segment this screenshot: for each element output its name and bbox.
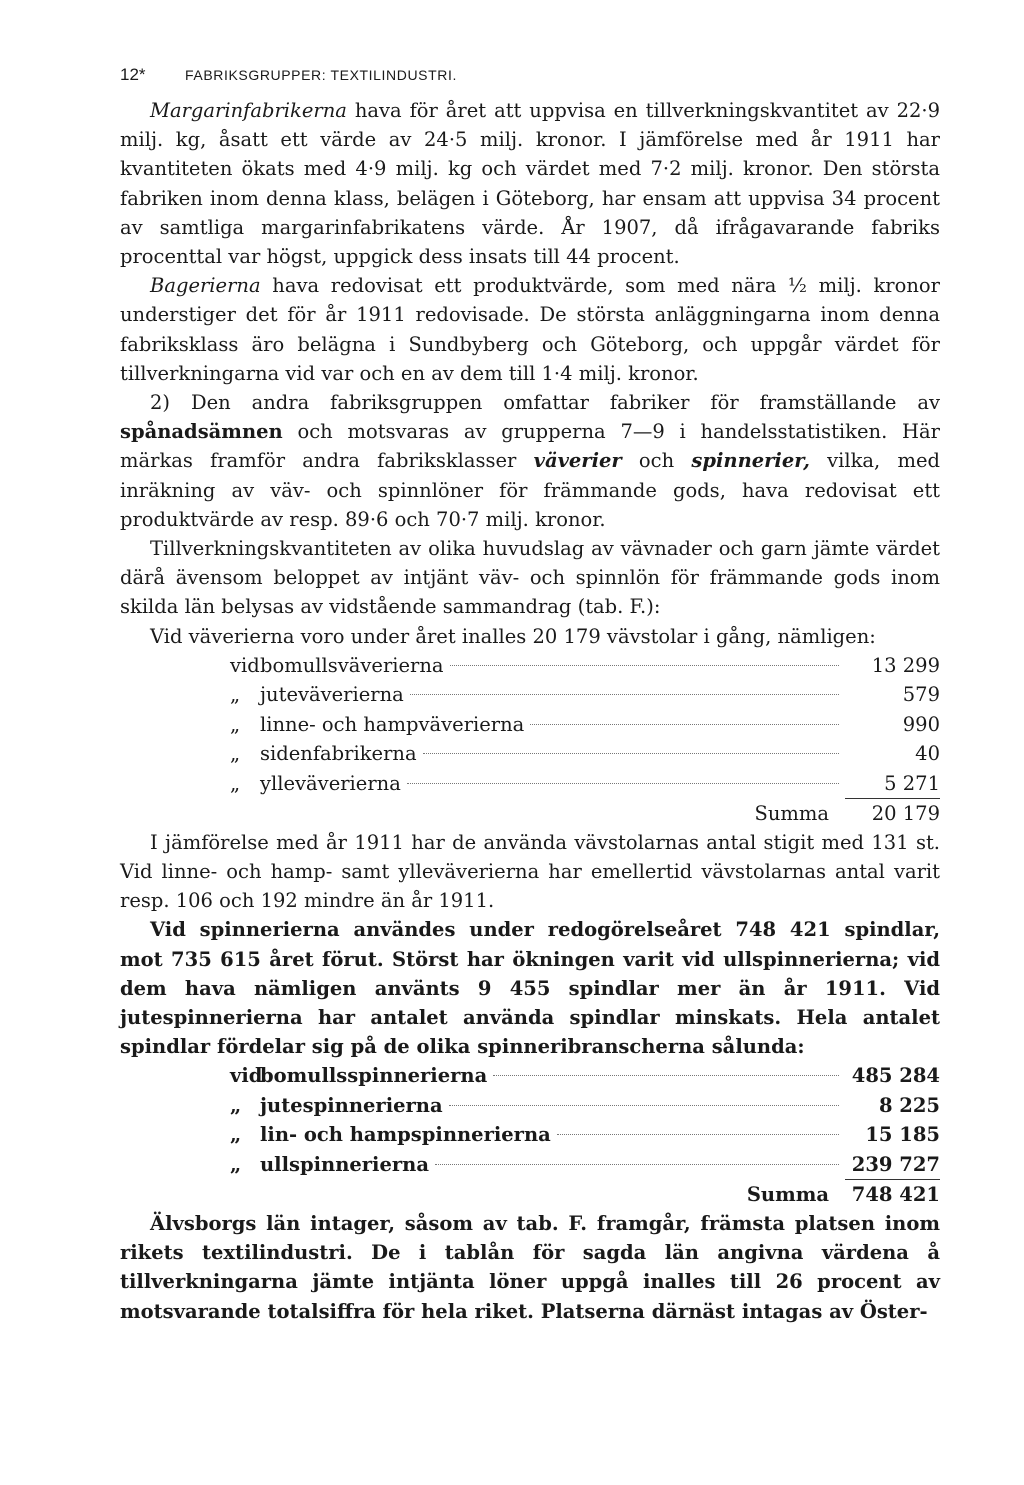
row-value: 990 — [902, 712, 940, 736]
text-segment: och motsvaras av grupperna 7—9 i handelsstatistiken. Här märkas framför andra fabriksklasser — [120, 420, 940, 473]
row-value: 13 299 — [871, 653, 940, 677]
looms-table — [120, 651, 940, 828]
paragraph-margarin — [120, 96, 940, 271]
row-value: 5 271 — [884, 771, 940, 795]
row-label: lin- och hampspinnerierna — [260, 1123, 551, 1147]
text-segment: vilka, med inräkning av väv- och spinnlöner för främmande gods, hava redovisat ett produktvärde av resp. 89·6 och 70·7 milj. kronor. — [120, 449, 940, 531]
row-prefix: „ — [230, 712, 241, 736]
total-label: Summa — [754, 802, 829, 826]
row-value: 579 — [902, 683, 940, 707]
leader-dots — [450, 665, 839, 666]
row-value: 40 — [915, 742, 940, 766]
table-total-row — [120, 1179, 940, 1209]
document-page — [120, 60, 940, 1326]
leader-dots — [435, 1164, 839, 1165]
leader-dots — [449, 1105, 839, 1106]
table-row — [120, 710, 940, 740]
row-prefix: vid — [230, 653, 260, 677]
leader-dots — [407, 783, 839, 784]
table-row — [120, 651, 940, 681]
paragraph-bagerier — [120, 271, 940, 388]
table-row — [120, 739, 940, 769]
page-header — [120, 60, 940, 96]
table-row — [120, 1120, 940, 1150]
row-label: bomullsspinnerierna — [260, 1064, 488, 1088]
total-label: Summa — [746, 1183, 829, 1207]
row-label: linne- och hampväverierna — [260, 712, 525, 736]
paragraph-alvsborg: Älvsborgs län intager, såsom av tab. F. framgår, främsta platsen inom rikets textilindustri. De i tablån för sagda län angivna värdena å tillverkningarna jämte intjänta löner uppgå inalles till 26 procent av motsvarande totalsiffra för hela riket. Platserna därnäst intagas av Öster- — [120, 1211, 940, 1323]
row-value: 239 727 — [851, 1152, 940, 1176]
term-vaverier: väverier — [533, 449, 622, 473]
row-prefix: „ — [230, 1152, 242, 1176]
row-prefix: „ — [230, 771, 241, 795]
leader-dots — [410, 694, 839, 695]
total-value: 20 179 — [845, 798, 940, 828]
paragraph-margarin-text: hava för året att uppvisa en tillverkningskvantitet av 22·9 milj. kg, åsatt ett värde av 24·5 milj. kronor. I jämförelse med år 1911 har kvantiteten ökats med 4·9 milj. kg och värdet med 7·2 milj. kronor. Den största fabriken inom denna klass, belägen i Göteborg, har ensam att uppvisa 34 procent av samtliga margarinfabrikatens värde. År 1907, då ifrågavarande fabriks procenttal var högst, uppgick dess insats till 44 procent. — [120, 99, 940, 269]
row-value: 8 225 — [878, 1093, 940, 1117]
row-value: 485 284 — [851, 1064, 940, 1088]
text-segment: 2) Den andra fabriksgruppen omfattar fabriker för framställande av — [150, 391, 940, 415]
leader-dots — [493, 1075, 839, 1076]
paragraph-spinnerier: Vid spinnerierna användes under redogörelseåret 748 421 spindlar, mot 735 615 året förut. Störst har ökningen varit vid ullspinnerierna; vid dem hava nämligen använts 9 455 spindlar mer än år 1911. Vid jutespinnerierna har antalet använda spindlar minskats. Hela antalet spindlar fördelar sig på de olika spinneribranscherna sålunda: — [120, 918, 940, 1059]
row-label: juteväverierna — [260, 683, 404, 707]
term-spanadsamnen: spånadsämnen — [120, 420, 283, 444]
running-title: FABRIKSGRUPPER: TEXTILINDUSTRI. — [185, 67, 457, 83]
row-prefix: „ — [230, 1123, 242, 1147]
paragraph-bagerier-text: hava redovisat ett produktvärde, som med nära ½ milj. kronor understiger det för år 1911 redovisade. De största anläggningarna inom denna fabriksklass äro belägna i Sundbyberg och Göteborg, och uppgår värdet för tillverkningarna vid var och en av dem till 1·4 milj. kronor. — [120, 274, 940, 385]
paragraph-jamforelse: I jämförelse med år 1911 har de använda vävstolarnas antal stigit med 131 st. Vid linne- och hamp- samt ylleväverierna har emellertid vävstolarnas antal varit resp. 106 och 192 mindre än år 1911. — [120, 830, 940, 913]
table-total-row — [120, 798, 940, 828]
row-prefix: vid — [230, 1064, 263, 1088]
paragraph-tillverkning: Tillverkningskvantiteten av olika huvudslag av vävnader och garn jämte värdet därå ävensom beloppet av intjänt väv- och spinnlön för främmande gods inom skilda län belysas av vidstående sammandrag (tab. F.): — [120, 537, 940, 619]
lead-margarinfabrikerna: Margarinfabrikerna — [150, 99, 347, 122]
table-row — [120, 1150, 940, 1180]
total-value: 748 421 — [845, 1179, 940, 1209]
page-number: 12* — [120, 65, 146, 84]
leader-dots — [557, 1134, 839, 1135]
row-label: ylleväverierna — [260, 771, 401, 795]
lead-bagerierna: Bagerierna — [150, 274, 261, 298]
table-row — [120, 1061, 940, 1091]
row-label: ullspinnerierna — [260, 1152, 429, 1176]
row-label: bomullsväverierna — [260, 653, 444, 677]
table-row — [120, 680, 940, 710]
row-prefix: „ — [230, 683, 241, 707]
row-label: jutespinnerierna — [260, 1093, 443, 1117]
term-spinnerier: spinnerier, — [691, 449, 810, 473]
table-row — [120, 1091, 940, 1121]
row-prefix: „ — [230, 742, 241, 766]
text-segment: och — [621, 449, 692, 473]
table-row — [120, 769, 940, 799]
leader-dots — [423, 753, 839, 754]
leader-dots — [530, 724, 839, 725]
row-label: sidenfabrikerna — [260, 742, 417, 766]
row-prefix: „ — [230, 1093, 242, 1117]
spindles-table — [120, 1061, 940, 1209]
paragraph-spanadsamnen — [120, 388, 940, 534]
paragraph-vavstolar-intro: Vid väverierna voro under året inalles 20 179 vävstolar i gång, nämligen: — [150, 624, 876, 648]
row-value: 15 185 — [865, 1123, 940, 1147]
